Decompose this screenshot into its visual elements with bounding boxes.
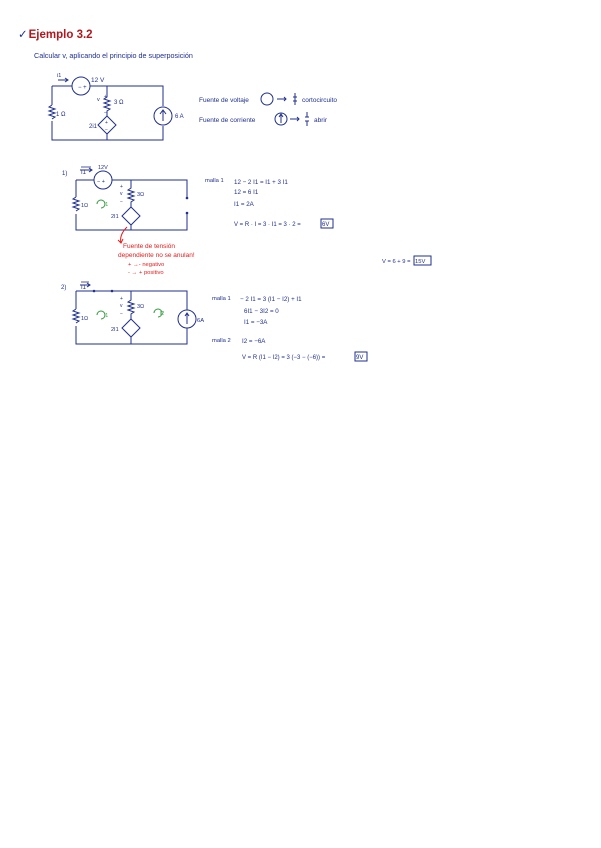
svg-text:+: + xyxy=(104,94,107,100)
resistor-1-symbol xyxy=(49,105,55,119)
example-title-text: Ejemplo 3.2 xyxy=(28,29,93,41)
arrow-right-icon xyxy=(290,117,299,121)
r1-label: 1 Ω xyxy=(56,112,66,118)
case1-eq3: I1 = 2A xyxy=(234,201,254,208)
case1-loop: I1 xyxy=(104,202,109,208)
sign-negative: + →- negativo xyxy=(128,262,165,268)
voltage-source-icon xyxy=(261,93,273,105)
r3-label: 3 Ω xyxy=(114,100,124,106)
case1-dep: 2I1 xyxy=(111,214,119,220)
sign-positive: - → + positivo xyxy=(128,270,164,276)
case1-circuit-diagram xyxy=(73,167,187,230)
case1-source: 12V xyxy=(98,165,108,171)
cs-label: 6 A xyxy=(175,114,184,120)
svg-text:−: − xyxy=(120,199,123,205)
case2-circuit-diagram xyxy=(73,282,196,344)
total-result: 15V xyxy=(415,259,426,265)
svg-text:−: − xyxy=(105,127,108,133)
case1-result: 6V xyxy=(322,222,330,228)
note-line2: dependiente no se anulan! xyxy=(118,252,195,259)
source-label: 12 V xyxy=(91,77,105,84)
svg-text:v: v xyxy=(120,191,123,197)
case1-eq1: 12 − 2 I1 = I1 + 3 I1 xyxy=(234,179,288,186)
svg-text:+: + xyxy=(120,296,123,302)
svg-text:+: + xyxy=(120,184,123,190)
main-circuit-diagram xyxy=(49,77,172,140)
case2-eq4: I2 = −6A xyxy=(242,338,266,345)
case2-loop2: I2 xyxy=(160,311,165,317)
case2-r1: 1Ω xyxy=(81,316,89,322)
check-mark-icon: ✓ xyxy=(18,29,28,41)
case1-r1: 1Ω xyxy=(81,203,89,209)
case2-dep: 2I1 xyxy=(111,327,119,333)
case2-eq3: I1 = −3A xyxy=(244,319,268,326)
short-circuit-icon xyxy=(293,93,297,105)
rule-current-source: Fuente de corriente xyxy=(199,117,256,124)
svg-text:− +: − + xyxy=(97,179,105,185)
rule-voltage-source: Fuente de voltaje xyxy=(199,97,249,104)
svg-text:−: − xyxy=(104,110,107,116)
problem-statement: Calcular v, aplicando el principio de superposición xyxy=(34,51,193,60)
case1-eq4: V = R · I = 3 · I1 = 3 · 2 = xyxy=(234,222,301,228)
case1-current: I1 xyxy=(81,170,87,176)
case2-mesh2-label: malla 2 xyxy=(212,338,231,344)
case2-cs: 6A xyxy=(197,318,205,324)
rule-voltage-result: cortocircuito xyxy=(302,97,338,104)
svg-text:− +: − + xyxy=(78,85,87,91)
case2-mesh1-label: malla 1 xyxy=(212,296,231,302)
open-circuit-icon xyxy=(305,112,309,126)
case2-r3: 3Ω xyxy=(137,304,145,310)
arrow-right-icon xyxy=(277,97,286,101)
rule-current-result: abrir xyxy=(314,117,328,124)
case2-loop1: I1 xyxy=(104,313,109,319)
case2-result: 9V xyxy=(356,355,364,361)
case1-r3: 3Ω xyxy=(137,192,145,198)
case1-index: 1) xyxy=(62,171,68,177)
case2-current: I1 xyxy=(81,285,87,291)
case2-eq2: 6I1 − 3I2 = 0 xyxy=(244,308,279,315)
v-label: v xyxy=(97,97,100,103)
case2-index: 2) xyxy=(61,285,67,291)
total-expression: V = 6 + 9 = xyxy=(382,259,411,265)
svg-text:v: v xyxy=(120,303,123,309)
svg-text:−: − xyxy=(120,311,123,317)
case2-eq5: V = R (I1 − I2) = 3 (−3 − (−6)) = xyxy=(242,355,326,361)
note-line1: Fuente de tensión xyxy=(123,243,176,250)
svg-text:+: + xyxy=(105,120,108,126)
current-label: i1 xyxy=(57,73,62,79)
dep-label: 2i1 xyxy=(89,124,98,130)
case1-mesh-label: malla 1 xyxy=(205,178,224,184)
case2-eq1: − 2 I1 = 3 (I1 − I2) + I1 xyxy=(240,296,302,303)
case1-eq2: 12 = 6 I1 xyxy=(234,189,259,196)
